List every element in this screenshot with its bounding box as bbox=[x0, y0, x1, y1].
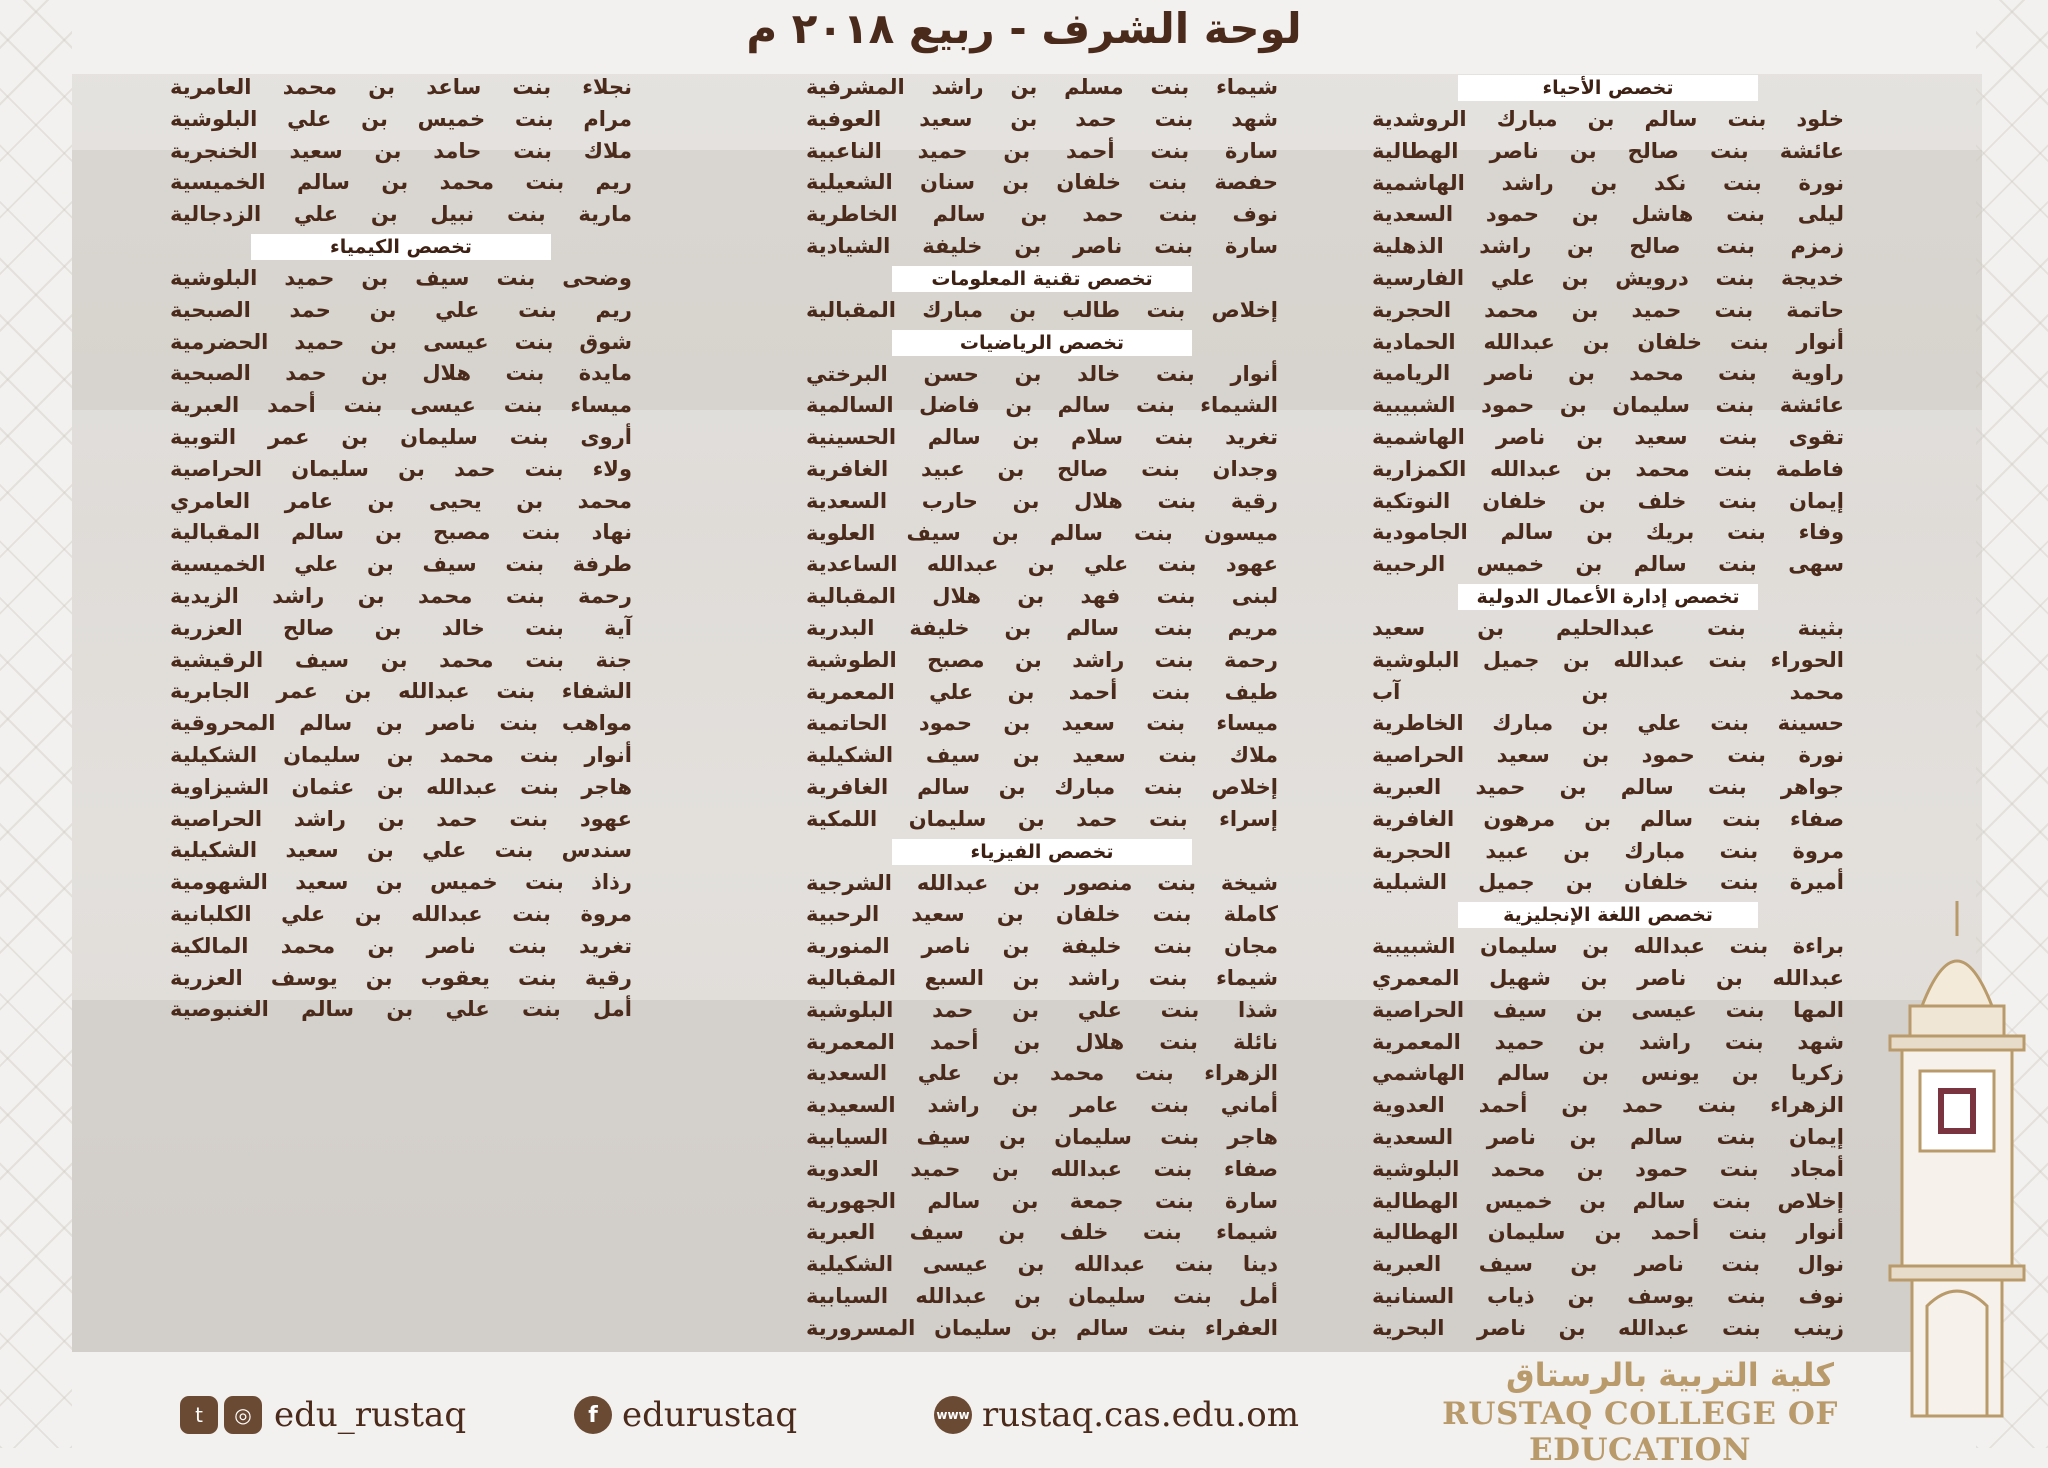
website-link[interactable] bbox=[934, 1390, 1299, 1440]
honor-name: إيمان بنت خلف بن خلفان النوتكية bbox=[1372, 488, 1844, 513]
honor-name: نوال بنت ناصر بن سيف العبرية bbox=[1372, 1252, 1844, 1277]
honor-name: سارة بنت أحمد بن حميد الناعبية bbox=[806, 138, 1278, 163]
section-header: تخصص الأحياء bbox=[1458, 75, 1758, 101]
honor-name: سارة بنت جمعة بن سالم الجهورية bbox=[806, 1188, 1278, 1213]
honor-name: خلود بنت سالم بن مبارك الروشدية bbox=[1372, 107, 1844, 131]
honor-name: مايدة بنت هلال بن حمد الصبحية bbox=[170, 361, 632, 386]
honor-name: أنوار بنت أحمد بن سليمان الهطالية bbox=[1372, 1220, 1844, 1245]
honor-name: نوف بنت يوسف بن ذياب السنانية bbox=[1372, 1283, 1844, 1308]
honor-name: طيف بنت أحمد بن علي المعمرية bbox=[806, 679, 1278, 704]
honor-name: رحمة بنت محمد بن راشد الزيدية bbox=[170, 583, 632, 608]
section-header: تخصص الرياضيات bbox=[892, 330, 1192, 356]
honor-name: تقوى بنت سعيد بن ناصر الهاشمية bbox=[1372, 424, 1844, 449]
honor-name: جنة بنت محمد بن سيف الرقيشية bbox=[170, 647, 632, 672]
section-header: تخصص الكيمياء bbox=[251, 234, 551, 260]
honor-name: أمل بنت سليمان بن عبدالله السيابية bbox=[806, 1283, 1278, 1308]
honor-name: سهى بنت سالم بن خميس الرحبية bbox=[1372, 552, 1844, 577]
honor-name: نورة بنت حمود بن سعيد الحراصية bbox=[1372, 743, 1844, 768]
honor-name: أمل بنت علي بن سالم الغنبوصية bbox=[170, 997, 632, 1022]
section-header: تخصص إدارة الأعمال الدولية bbox=[1458, 584, 1758, 610]
honor-name: رذاذ بنت خميس بن سعيد الشهومية bbox=[170, 870, 632, 895]
honor-name: أنوار بنت خلفان بن عبدالله الحمادية bbox=[1372, 329, 1844, 354]
honor-name: كاملة بنت خلفان بن سعيد الرحبية bbox=[806, 902, 1278, 927]
section-header: تخصص تقنية المعلومات bbox=[892, 266, 1192, 292]
honor-name: عهود بنت حمد بن راشد الحراصية bbox=[170, 806, 632, 831]
honor-name: إخلاص بنت سالم بن خميس الهطالية bbox=[1372, 1188, 1844, 1213]
honor-name: هاجر بنت سليمان بن سيف السيابية bbox=[806, 1124, 1278, 1149]
honor-name: الزهراء بنت محمد بن علي السعدية bbox=[806, 1061, 1278, 1086]
honor-name: إخلاص بنت مبارك بن سالم الغافرية bbox=[806, 774, 1278, 799]
honor-name: مريم بنت سالم بن خليفة البدرية bbox=[806, 615, 1278, 640]
honor-column-middle bbox=[806, 72, 1278, 1344]
honor-name: شيماء بنت مسلم بن راشد المشرفية bbox=[806, 75, 1278, 99]
page-title: لوحة الشرف - ربيع ٢٠١٨ م bbox=[746, 4, 1302, 53]
honor-name: مارية بنت نبيل بن علي الزدجالية bbox=[170, 202, 632, 227]
social-twitter-instagram[interactable] bbox=[180, 1390, 466, 1440]
honor-name: عبدالله بن ناصر بن شهيل المعمري bbox=[1372, 965, 1844, 990]
honor-name: حسينة بنت علي بن مبارك الخاطرية bbox=[1372, 711, 1844, 736]
honor-name: العفراء بنت سالم بن سليمان المسرورية bbox=[806, 1315, 1278, 1340]
social-facebook[interactable] bbox=[574, 1390, 797, 1440]
honor-name: سندس بنت علي بن سعيد الشكيلية bbox=[170, 838, 632, 863]
honor-name: عهود بنت علي بن عبدالله الساعدية bbox=[806, 552, 1278, 577]
honor-name: المها بنت عيسى بن سيف الحراصية bbox=[1372, 997, 1844, 1022]
honor-name: أمجاد بنت حمود بن محمد البلوشية bbox=[1372, 1156, 1844, 1181]
honor-name: إيمان بنت سالم بن ناصر السعدية bbox=[1372, 1124, 1844, 1149]
honor-name: نهاد بنت مصبح بن سالم المقبالية bbox=[170, 520, 632, 545]
honor-name: الشفاء بنت عبدالله بن عمر الجابرية bbox=[170, 679, 632, 704]
honor-name: بثينة بنت عبدالحليم بن سعيد bbox=[1372, 615, 1844, 640]
honor-name: الشيماء بنت سالم بن فاضل السالمية bbox=[806, 393, 1278, 418]
social-handle[interactable]: edu_rustaq bbox=[274, 1395, 467, 1435]
honor-name: ريم بنت محمد بن سالم الخميسية bbox=[170, 170, 632, 195]
honor-name: هاجر بنت عبدالله بن عثمان الشيزاوية bbox=[170, 774, 632, 799]
honor-name: عائشة بنت سليمان بن حمود الشبيبية bbox=[1372, 393, 1844, 418]
honor-name: زكريا بن يونس بن سالم الهاشمي bbox=[1372, 1061, 1844, 1086]
section-header: تخصص الفيزياء bbox=[892, 839, 1192, 865]
honor-name: شوق بنت عيسى بن حميد الحضرمية bbox=[170, 329, 632, 354]
facebook-icon[interactable]: f bbox=[574, 1396, 612, 1434]
honor-name: مواهب بنت ناصر بن سالم المحروقية bbox=[170, 711, 632, 736]
honor-name: الحوراء بنت عبدالله بن جميل البلوشية bbox=[1372, 647, 1844, 672]
twitter-icon[interactable]: t bbox=[180, 1396, 218, 1434]
honor-name: محمد بن آب bbox=[1372, 679, 1844, 704]
honor-name: جواهر بنت سالم بن حميد العبرية bbox=[1372, 774, 1844, 799]
honor-name: ليلى بنت هاشل بن حمود السعدية bbox=[1372, 202, 1844, 227]
honor-name: وفاء بنت بريك بن سالم الجامودية bbox=[1372, 520, 1844, 545]
honor-name: صفاء بنت سالم بن مرهون الغافرية bbox=[1372, 806, 1844, 831]
honor-column-right bbox=[1372, 72, 1844, 1344]
honor-name: تغريد بنت ناصر بن محمد المالكية bbox=[170, 933, 632, 958]
honor-name: شهد بنت راشد بن حميد المعمرية bbox=[1372, 1029, 1844, 1054]
honor-name: نائلة بنت هلال بن أحمد المعمرية bbox=[806, 1029, 1278, 1054]
honor-name: رقية بنت يعقوب بن يوسف العزرية bbox=[170, 965, 632, 990]
honor-name: تغريد بنت سلام بن سالم الحسينية bbox=[806, 425, 1278, 450]
honor-name: دينا بنت عبدالله بن عيسى الشكيلية bbox=[806, 1252, 1278, 1277]
college-name-arabic: كلية التربية بالرستاق bbox=[1506, 1356, 1834, 1394]
honor-name: ميسون بنت سالم بن سيف العلوية bbox=[806, 520, 1278, 545]
honor-name: ملاك بنت حامد بن سعيد الخنجرية bbox=[170, 138, 632, 163]
honor-name: نورة بنت نكد بن راشد الهاشمية bbox=[1372, 170, 1844, 195]
honor-name: مروة بنت عبدالله بن علي الكلبانية bbox=[170, 901, 632, 926]
honor-name: شيخة بنت منصور بن عبدالله الشرجية bbox=[806, 870, 1278, 895]
honor-name: شيماء بنت راشد بن السبع المقبالية bbox=[806, 965, 1278, 990]
honor-name: محمد بن يحيى بن عامر العامري bbox=[170, 488, 632, 513]
honor-name: أميرة بنت خلفان بن جميل الشبلية bbox=[1372, 870, 1844, 895]
honor-name: صفاء بنت عبدالله بن حميد العدوية bbox=[806, 1156, 1278, 1181]
honor-name: مروة بنت مبارك بن عبيد الحجرية bbox=[1372, 838, 1844, 863]
honor-name: زينب بنت عبدالله بن ناصر البحرية bbox=[1372, 1315, 1844, 1340]
honor-name: مرام بنت خميس بن علي البلوشية bbox=[170, 106, 632, 131]
honor-name: ملاك بنت سعيد بن سيف الشكيلية bbox=[806, 743, 1278, 768]
honor-name: رحمة بنت راشد بن مصبح الطوشية bbox=[806, 647, 1278, 672]
honor-name: طرفة بنت سيف بن علي الخميسية bbox=[170, 552, 632, 577]
honor-name: حفصة بنت خلفان بن سنان الشعيلية bbox=[806, 170, 1278, 195]
honor-name: فاطمة بنت محمد بن عبدالله الكمزارية bbox=[1372, 456, 1844, 481]
college-name-english: RUSTAQ COLLEGE OF EDUCATION bbox=[1442, 1396, 1838, 1468]
honor-name: شذا بنت علي بن حمد البلوشية bbox=[806, 997, 1278, 1022]
honor-name: آية بنت خالد بن صالح العزرية bbox=[170, 615, 632, 640]
honor-name: الزهراء بنت حمد بن أحمد العدوية bbox=[1372, 1093, 1844, 1118]
honor-name: أنوار بنت محمد بن سليمان الشكيلية bbox=[170, 742, 632, 767]
section-header: تخصص اللغة الإنجليزية bbox=[1458, 902, 1758, 928]
honor-name: شهد بنت حمد بن سعيد العوفية bbox=[806, 106, 1278, 131]
honor-column-left bbox=[170, 72, 632, 1026]
honor-name: أروى بنت سليمان بن عمر التوبية bbox=[170, 424, 632, 449]
honor-name: عائشة بنت صالح بن ناصر الهطالية bbox=[1372, 138, 1844, 163]
honor-name: وجدان بنت صالح بن عبيد الغافرية bbox=[806, 456, 1278, 481]
honor-name: راوية بنت محمد بن ناصر الريامية bbox=[1372, 361, 1844, 386]
honor-name: رقية بنت هلال بن حارب السعدية bbox=[806, 488, 1278, 513]
honor-name: إسراء بنت حمد بن سليمان اللمكية bbox=[806, 806, 1278, 831]
honor-name: نجلاء بنت ساعد بن محمد العامرية bbox=[170, 75, 632, 99]
honor-name: لبنى بنت فهد بن هلال المقبالية bbox=[806, 584, 1278, 609]
honor-name: أماني بنت عامر بن راشد السعيدية bbox=[806, 1093, 1278, 1118]
honor-name: إخلاص بنت طالب بن مبارك المقبالية bbox=[806, 297, 1278, 322]
honor-name: سارة بنت ناصر بن خليفة الشيادية bbox=[806, 233, 1278, 258]
honor-name: شيماء بنت خلف بن سيف العبرية bbox=[806, 1220, 1278, 1245]
honor-name: براءة بنت عبدالله بن سليمان الشبيبية bbox=[1372, 934, 1844, 959]
college-tower-logo bbox=[1882, 896, 2032, 1416]
honor-name: ريم بنت علي بن حمد الصبحية bbox=[170, 297, 632, 322]
web-icon[interactable]: www bbox=[934, 1396, 972, 1434]
honor-name: أنوار بنت خالد بن حسن البرختي bbox=[806, 361, 1278, 386]
honor-name: زمزم بنت صالح بن راشد الذهلية bbox=[1372, 234, 1844, 259]
honor-name: ولاء بنت حمد بن سليمان الحراصية bbox=[170, 456, 632, 481]
website-url[interactable]: rustaq.cas.edu.om bbox=[982, 1395, 1299, 1435]
decorative-pattern-left bbox=[0, 0, 72, 1448]
honor-name: خديجة بنت درويش بن علي الفارسية bbox=[1372, 265, 1844, 290]
instagram-icon[interactable]: ◎ bbox=[224, 1396, 262, 1434]
honor-name: نوف بنت حمد بن سالم الخاطرية bbox=[806, 202, 1278, 227]
honor-name: ميساء بنت عيسى بنت أحمد العبرية bbox=[170, 393, 632, 418]
honor-name: مجان بنت خليفة بن ناصر المنورية bbox=[806, 934, 1278, 959]
honor-name: ميساء بنت سعيد بن حمود الحاتمية bbox=[806, 711, 1278, 736]
facebook-handle[interactable]: edurustaq bbox=[622, 1395, 798, 1435]
honor-name: وضحى بنت سيف بن حميد البلوشية bbox=[170, 265, 632, 290]
honor-name: حاتمة بنت حميد بن محمد الحجرية bbox=[1372, 297, 1844, 322]
